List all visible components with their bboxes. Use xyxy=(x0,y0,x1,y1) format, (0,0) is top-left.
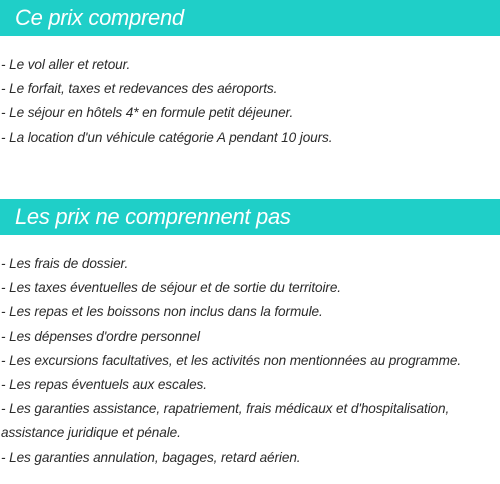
list-item: - Le vol aller et retour. xyxy=(1,57,131,72)
excludes-list xyxy=(1,252,499,470)
list-item: - Les repas éventuels aux escales. xyxy=(1,377,207,393)
list-item: - Les taxes éventuelles de séjour et de sortie du territoire. xyxy=(1,280,341,296)
list-item: - Les dépenses d'ordre personnel xyxy=(1,328,200,344)
includes-header xyxy=(0,0,500,36)
list-item: - Les repas et les boissons non inclus dans la formule. xyxy=(1,304,323,320)
list-item: - Les frais de dossier. xyxy=(1,256,129,271)
list-item: - Les garanties assistance, rapatriement, frais médicaux et d'hospitalisation, xyxy=(1,401,450,417)
excludes-header xyxy=(0,199,500,235)
includes-title: Ce prix comprend xyxy=(15,5,184,30)
list-item: - Le séjour en hôtels 4* en formule petit déjeuner. xyxy=(1,105,294,121)
list-item: - La location d'un véhicule catégorie A pendant 10 jours. xyxy=(1,129,333,145)
excludes-title: Les prix ne comprennent pas xyxy=(15,204,291,229)
list-item: - Les excursions facultatives, et les activités non mentionnées au programme. xyxy=(1,352,462,368)
includes-list xyxy=(1,53,499,150)
list-item-continuation: assistance juridique et pénale. xyxy=(1,425,181,441)
list-item: - Le forfait, taxes et redevances des aéroports. xyxy=(1,81,278,97)
list-item: - Les garanties annulation, bagages, retard aérien. xyxy=(1,449,301,465)
